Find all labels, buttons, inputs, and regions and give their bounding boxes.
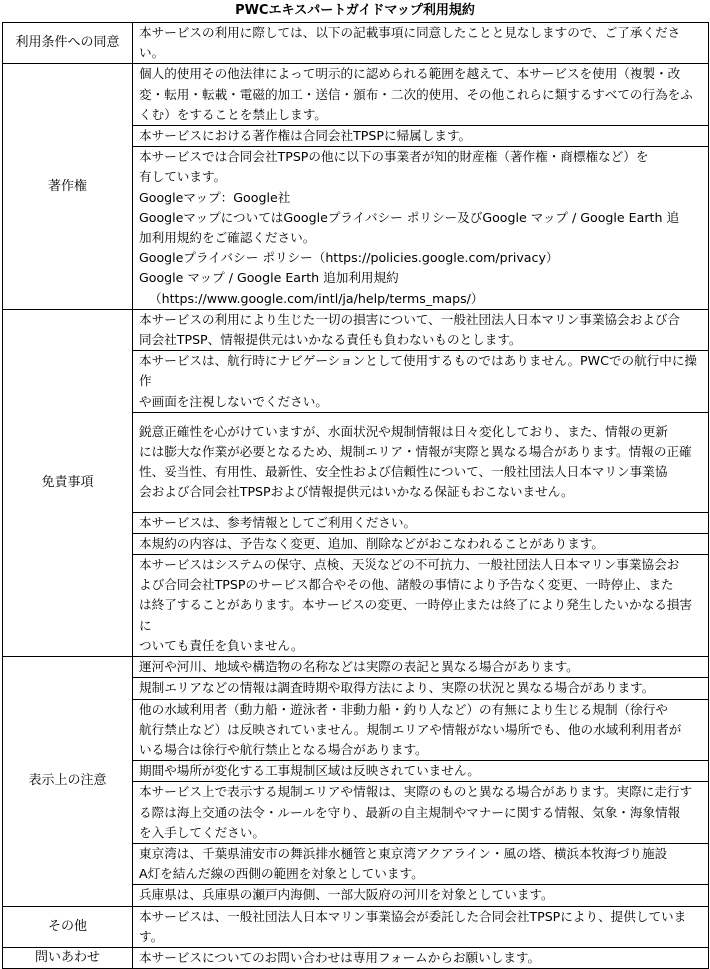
terms-line: Googleプライバシー ポリシー（https://policies.google.com/privacy） [139,250,559,266]
terms-item [133,23,709,64]
table-row [3,657,709,678]
terms-line: 本サービスについてのお問い合わせは専用フォームからお願いします。 [139,949,541,965]
terms-item [133,843,709,884]
terms-line: 本規約の内容は、予告なく変更、追加、削除などがおこなわれることがあります。 [139,535,604,551]
table-row [3,906,709,947]
terms-line: す。 [139,928,164,944]
terms-line: （https://www.google.com/intl/ja/help/terms_maps/） [149,290,484,306]
terms-item [133,64,709,126]
table-row [3,64,709,126]
terms-item [133,533,709,554]
terms-item [133,351,709,413]
terms-line: 航行禁止など）は反映されていません。規制エリアや情報がない場所でも、他の水域利利用者が [139,721,682,737]
terms-line: 本サービス上で表示する規制エリアや情報は、実際のものと異なる場合があります。実際に走行す [139,784,693,800]
terms-line: 期間や場所が変化する工事規制区域は反映されていません。 [139,763,480,779]
section-label: 問いあわせ [3,947,133,968]
table-row [3,309,709,350]
terms-line: よび合同会社TPSPのサービス都合やその他、諸般の事情により予告なく変更、一時停止、また [139,577,674,593]
terms-line: 本サービスでは合同会社TPSPの他に以下の事業者が知的財産権（著作権・商標権など）を [139,149,649,165]
terms-item [133,782,709,844]
section-label: 著作権 [3,64,133,309]
terms-line: 加利用規約をご確認ください。 [139,230,316,246]
terms-line: 本サービスの利用に際しては、以下の記載事項に同意したことと見なしますので、ご了承ください。 [139,25,681,61]
terms-item [133,555,709,657]
terms-item [133,126,709,147]
terms-item [133,947,709,968]
terms-item [133,906,709,947]
terms-line: 兵庫県は、兵庫県の瀬戸内海側、一部大阪府の河川を対象としています。 [139,887,554,903]
terms-line: 本サービスにおける著作権は合同会社TPSPに帰属します。 [139,128,472,144]
terms-line: には膨大な作業が必要となるため、規制エリア・情報が実際と異なる場合があります。情報の正確 [139,444,692,460]
section-label: 表示上の注意 [3,657,133,906]
terms-line: 鋭意正確性を心がけていますが、水面状況や規制情報は日々変化しており、また、情報の更新 [139,423,668,439]
terms-line: Google マップ / Google Earth 追加利用規約 [139,270,399,286]
terms-line: A灯を結んだ線の西側の範囲を対象としています。 [139,866,424,882]
section-label: 免責事項 [3,309,133,656]
terms-line: 有しています。 [139,169,227,185]
terms-item [133,512,709,533]
terms-item [133,678,709,699]
terms-line: 東京湾は、千葉県浦安市の舞浜排水樋管と東京湾アクアライン・風の塔、横浜本牧海づり施設 [139,845,668,861]
table-row [3,947,709,968]
terms-line: 同会社TPSP、情報提供元はいかなる責任も負わないものとします。 [139,332,522,348]
terms-line: 個人的使用その他法律によって明示的に認められる範囲を越えて、本サービスを使用（複製・改 [139,66,681,82]
terms-line: を入手してください。 [139,824,265,840]
section-label: その他 [3,906,133,947]
terms-line: 本サービスは、航行時にナビゲーションとして使用するものではありません。PWCでの航行中に操作 [139,353,698,389]
table-row [3,23,709,64]
terms-line: や画面を注視しないでください。 [139,393,328,409]
terms-item [133,657,709,678]
terms-line: Googleマップ：Google社 [139,189,291,205]
terms-line: くむ）をすることを禁止します。 [139,106,327,122]
terms-line: 本サービスの利用により生じた一切の損害について、一般社団法人日本マリン事業協会および合 [139,311,681,327]
terms-line: 運河や河川、地域や構造物の名称などは実際の表記と異なる場合があります。 [139,659,579,675]
terms-line: る際は海上交通の法令・ルールを守り、最新の自主規制やマナーに関する情報、気象・海象情報 [139,804,681,820]
terms-line: 性、妥当性、有用性、最新性、安全性および信頼性について、一般社団法人日本マリン事業協 [139,464,668,480]
terms-table [2,22,709,969]
terms-line: 規制エリアなどの情報は調査時期や取得方法により、実際の状況と異なる場合があります。 [139,680,655,696]
terms-item [133,699,709,761]
terms-line: 本サービスは、参考情報としてご利用ください。 [139,514,417,530]
terms-item [133,147,709,310]
terms-line: は終了することがあります。本サービスの変更、一時停止または終了により発生したいかなる損害に [139,597,693,633]
terms-line: ついても責任を負いません。 [139,637,304,653]
terms-line: GoogleマップについてはGoogleプライバシー ポリシー及びGoogle マップ / Google Earth 追 [139,209,680,225]
terms-item [133,309,709,350]
terms-item [133,761,709,782]
terms-item [133,412,709,512]
terms-line: 本サービスは、一般社団法人日本マリン事業協会が委託した合同会社TPSPにより、提供していま [139,908,687,924]
page-title: PWCエキスパートガイドマップ利用規約 [235,3,475,18]
terms-line: 変・転用・転載・電磁的加工・送信・頒布・二次的使用、その他これらに類するすべての行為をふ [139,86,693,102]
terms-line: いる場合は徐行や航行禁止となる場合があります。 [139,741,428,757]
section-label: 利用条件への同意 [3,23,133,64]
terms-item [133,885,709,906]
terms-line: 会および合同会社TPSPおよび情報提供元はいかなる保証もおこないません。 [139,484,574,500]
terms-line: 他の水域利用者（動力船・遊泳者・非動力船・釣り人など）の有無により生じる規制（徐行や [139,701,668,717]
terms-line: 本サービスはシステムの保守、点検、天災などの不可抗力、一般社団法人日本マリン事業協会お [139,557,680,573]
